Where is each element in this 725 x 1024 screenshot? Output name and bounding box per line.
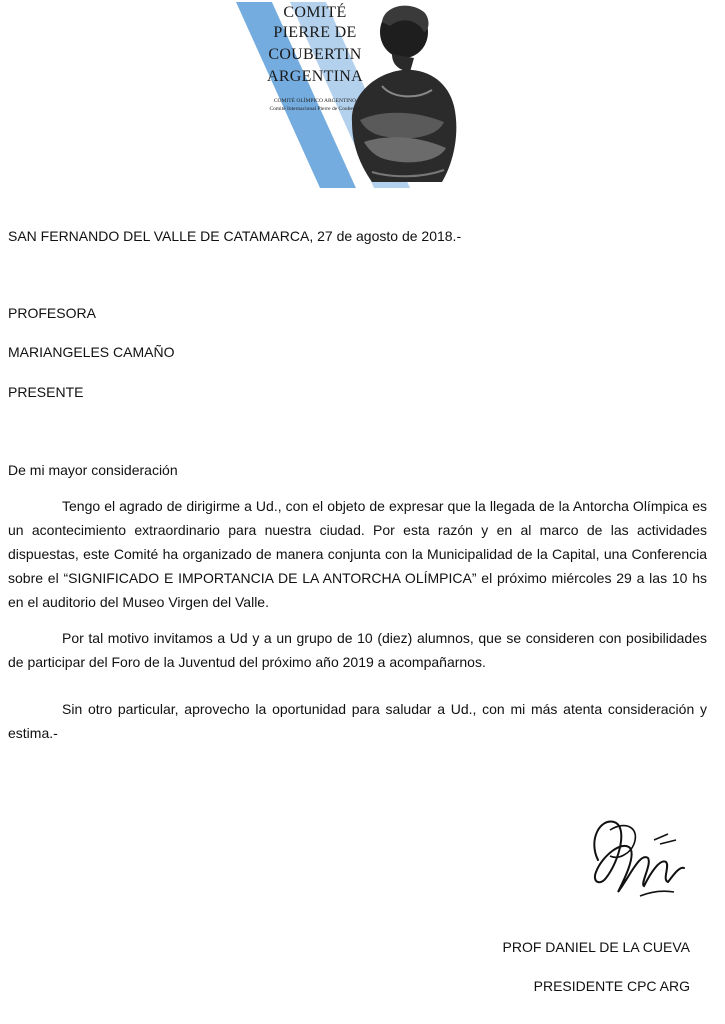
body-paragraph-3: Sin otro particular, aprovecho la oportunidad para saludar a Ud., con mi más atenta consideración y estima.- xyxy=(8,701,707,741)
body-paragraph-1: Tengo el agrado de dirigirme a Ud., con el objeto de expresar que la llegada de la Antorcha Olímpica es un acontecimiento extraordinario para nuestra ciudad. Por esta razón y en al marco de las actividades dispuestas, este Comité ha organizado de manera conjunta con la Municipalidad de la Capital, una Conferencia sobre el “SIGNIFICADO E IMPORTANCIA DE LA ANTORCHA OLÍMPICA” el próximo miércoles 29 a las 10 hs en el auditorio del Museo Virgen del Valle. xyxy=(8,498,707,610)
logo-line-4: ARGENTINA xyxy=(266,68,364,85)
recipient-presente: PRESENTE xyxy=(8,384,84,400)
logo-line-1: COMITÉ xyxy=(283,4,347,21)
logo-line-2: PIERRE DE xyxy=(273,24,357,41)
committee-logo xyxy=(232,2,464,188)
signer-role: PRESIDENTE CPC ARG xyxy=(533,978,690,994)
body-paragraph-2: Por tal motivo invitamos a Ud y a un grupo de 10 (diez) alumnos, que se consideren con posibilidades de participar del Foro de la Juventud del próximo año 2019 a acompañarnos. xyxy=(8,630,707,670)
recipient-name: MARIANGELES CAMAÑO xyxy=(8,344,175,360)
logo-line-3: COUBERTIN xyxy=(268,46,362,63)
signer-name: PROF DANIEL DE LA CUEVA xyxy=(502,939,690,955)
recipient-title: PROFESORA xyxy=(8,305,96,321)
logo-subtitle-1: COMITÉ OLÍMPICO ARGENTINO xyxy=(273,98,357,104)
salutation: De mi mayor consideración xyxy=(8,462,178,478)
date-line: SAN FERNANDO DEL VALLE DE CATAMARCA, 27 de agosto de 2018.- xyxy=(8,228,462,244)
logo-subtitle-2: Comité Internacional Pierre de Coubertin xyxy=(269,106,361,112)
handwritten-signature xyxy=(570,800,690,910)
